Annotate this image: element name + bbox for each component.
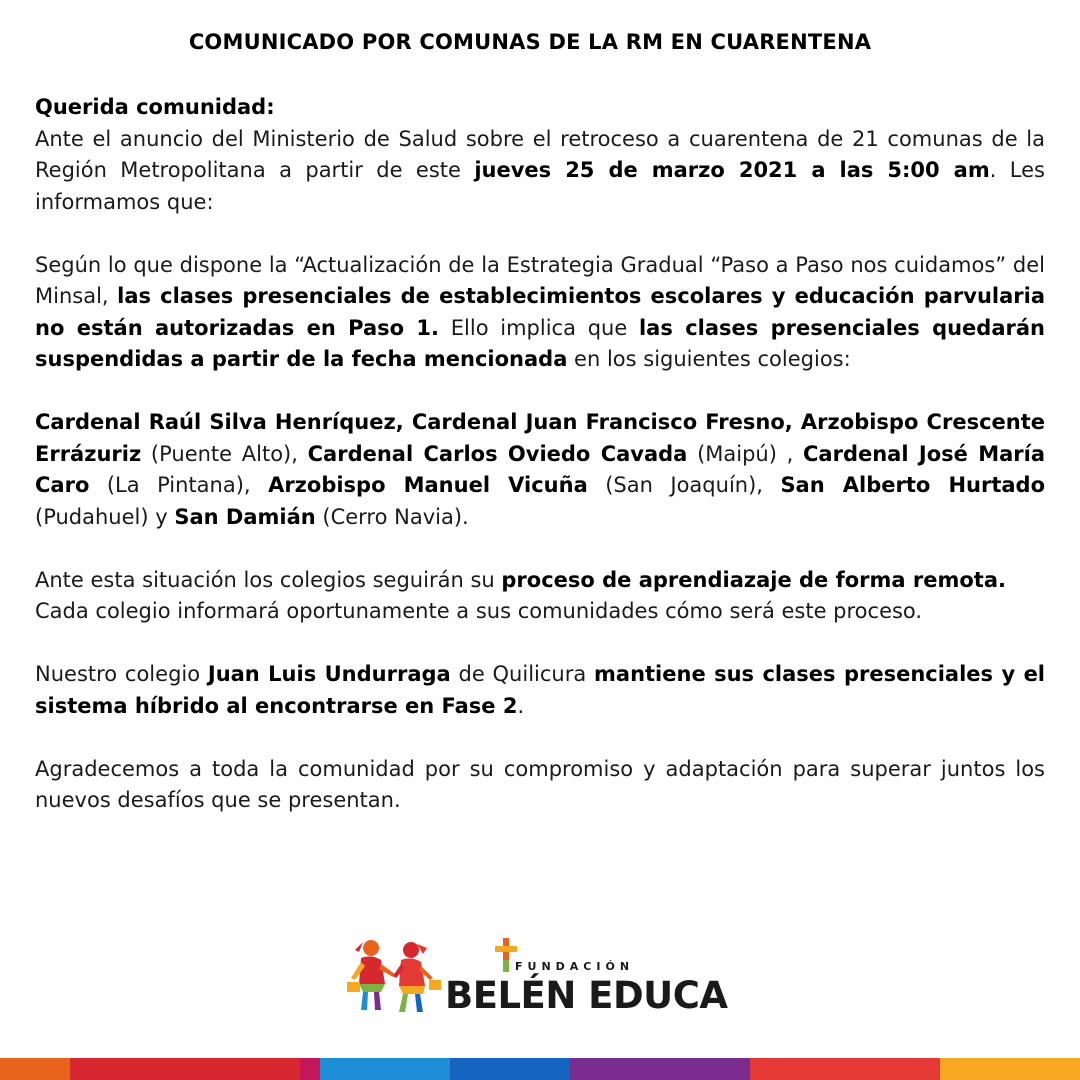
cross-icon — [495, 938, 517, 972]
school-commune-1: (Puente Alto), — [141, 441, 308, 466]
school-name-2: Cardenal Carlos Oviedo Cavada — [307, 441, 688, 466]
school-commune-4: (San Joaquín), — [587, 473, 781, 497]
regulation-bold-d: las clases presenciales quedarán suspendidas a partir de la fecha mencionada — [35, 315, 1045, 371]
page-title: COMUNICADO POR COMUNAS DE LA RM EN CUARENTENA — [188, 30, 872, 54]
school-name-3: Cardenal José María Caro — [35, 441, 1045, 497]
stripe-segment — [940, 1058, 1080, 1080]
regulation-text-a: Según lo que dispone la “Actualización de la Estrategia Gradual “Paso a Paso nos cuidamos” del Minsal, — [35, 252, 1045, 308]
our-school-text-c: de Quilicura — [450, 662, 595, 686]
thanks-text: Agradecemos a toda la comunidad por su compromiso y adaptación para superar juntos los nuevos desafíos que se presentan. — [35, 756, 1045, 812]
paragraph-schools — [35, 407, 1045, 533]
paragraph-thanks — [35, 754, 1045, 817]
remote-bold-b: proceso de aprendiazaje de forma remota. — [501, 567, 1006, 592]
logo-name-text: BELÉN EDUCA — [445, 974, 728, 1017]
school-commune-6: (Cerro Navia). — [315, 504, 469, 529]
announcement-text-a: Ante el anuncio del Ministerio de Salud sobre el retroceso a cuarentena de 21 comunas de la Región Metropolitana a partir de este — [35, 126, 1045, 182]
remote-text-c: Cada colegio informará oportunamente a sus comunidades cómo será este proceso. — [35, 599, 923, 623]
paragraph-announcement — [35, 124, 1045, 219]
our-school-bold-d: mantiene sus clases presenciales y el sistema híbrido al encontrarse en Fase 2 — [35, 662, 1046, 718]
announcement-date: jueves 25 de marzo 2021 a las 5:00 am — [474, 158, 990, 182]
school-name-6: San Damián — [174, 504, 316, 529]
our-school-text-e: . — [517, 693, 525, 718]
remote-text-a: Ante esta situación los colegios seguirán su — [35, 567, 502, 592]
color-stripe — [0, 1058, 1080, 1080]
stripe-segment — [750, 1058, 940, 1080]
paragraph-our-school — [35, 659, 1045, 722]
regulation-bold-b: las clases presenciales de establecimientos escolares y educación parvularia no están autorizadas en Paso 1. — [35, 284, 1045, 340]
school-name-4: Arzobispo Manuel Vicuña — [268, 473, 588, 497]
regulation-text-e: en los siguientes colegios: — [567, 347, 851, 371]
children-figures-icon — [345, 938, 445, 1018]
paragraph-regulation — [35, 250, 1045, 376]
greeting: Querida comunidad: — [35, 95, 275, 119]
stripe-segment — [0, 1058, 70, 1080]
letter-body — [35, 92, 1045, 848]
school-commune-5: (Pudahuel) y — [35, 504, 175, 529]
our-school-name: Juan Luis Undurraga — [207, 662, 451, 686]
greeting-paragraph — [35, 92, 1045, 124]
our-school-text-a: Nuestro colegio — [35, 662, 208, 686]
fundacion-belen-educa-logo — [345, 938, 728, 1018]
school-names-1: Cardenal Raúl Silva Henríquez, Cardenal Juan Francisco Fresno, Arzobispo Crescente Errázuriz — [35, 410, 1045, 466]
regulation-text-c: Ello implica que — [439, 315, 639, 340]
stripe-segment — [450, 1058, 570, 1080]
logo-fundacion-text: FUNDACIÓN — [515, 960, 635, 973]
school-commune-2: (Maipú) , — [687, 441, 803, 466]
stripe-segment — [320, 1058, 450, 1080]
school-name-5: San Alberto Hurtado — [780, 473, 1045, 497]
stripe-segment — [570, 1058, 750, 1080]
stripe-segment — [70, 1058, 300, 1080]
stripe-segment — [300, 1058, 320, 1080]
announcement-text-c: . Les informamos que: — [35, 158, 1045, 214]
school-commune-3: (La Pintana), — [89, 473, 269, 497]
paragraph-remote — [35, 565, 1030, 628]
